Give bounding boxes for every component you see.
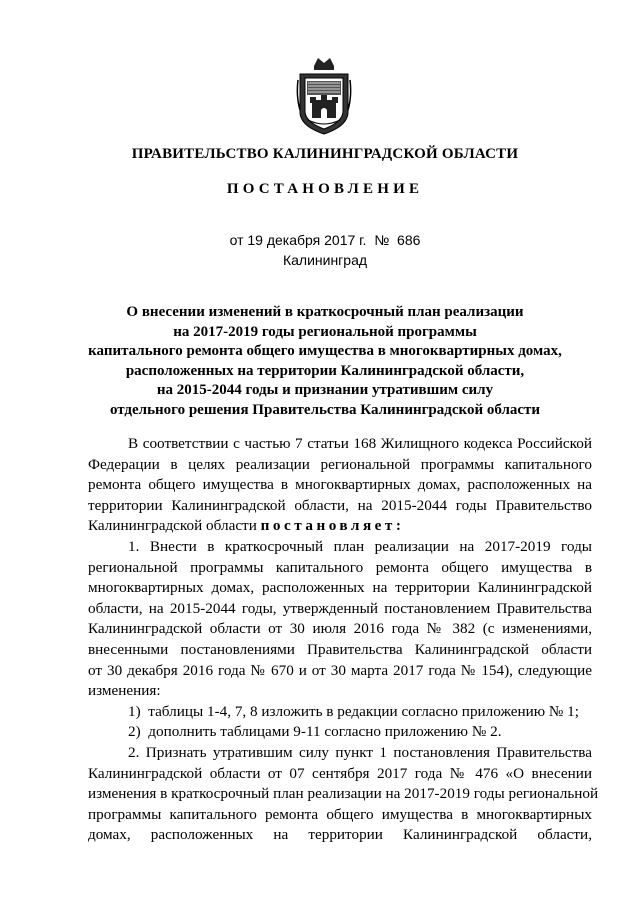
body-line: программы капитального ремонта общего имущества в многоквартирных [88,805,592,823]
body-line [88,516,592,537]
body-line: В соответствии с частью 7 статьи 168 Жилищного кодекса Российской [128,435,592,452]
document-title [60,303,590,420]
document-city: Калининград [282,252,368,268]
body-line: 2) дополнить таблицами 9-11 согласно приложению № 2. [128,723,502,741]
title-line: отдельного решения Правительства Калининградской области [109,401,541,418]
title-line: на 2015-2044 годы и признании утратившим силу [156,382,494,398]
document-date-number: от 19 декабря 2017 г. № 686 [229,232,421,248]
body-line: ремонта общего имущества в многоквартирных домах, расположенных на [88,476,592,494]
title-line: капитального ремонта общего имущества в многоквартирных домах, [88,343,562,359]
body-line: региональной программы капитального ремонта общего имущества в [88,558,592,576]
body-line: территории Калининградской области, на 2015-2044 годы Правительство [88,496,592,514]
title-line: О внесении изменений в краткосрочный план реализации [126,304,524,320]
body-line: внесенными постановлениями Правительства Калининградской области [88,640,592,658]
body-line: Калининградской области от 07 сентября 2017 года № 476 «О внесении [88,764,592,782]
body-line: области, на 2015-2044 годы, утвержденный постановлением Правительства [88,599,592,617]
body-line: Калининградской области от 30 июля 2016 года № 382 (с изменениями, [88,620,592,638]
document-type: ПОСТАНОВЛЕНИЕ [226,181,424,197]
resolves-word: постановляет: [260,517,405,535]
body-line: изменения в краткосрочный план реализации на 2017-2019 годы региональной [88,785,599,803]
body-line: 2. Признать утратившим силу пункт 1 постановления Правительства [128,743,592,761]
government-name: ПРАВИТЕЛЬСТВО КАЛИНИНГРАДСКОЙ ОБЛАСТИ [131,146,519,162]
body-line: домах, расположенных на территории Калининградской области, [88,826,592,844]
body-line: изменения: [88,682,161,700]
body-line: 1. Внести в краткосрочный план реализации на 2017-2019 годы [128,537,592,555]
title-line: на 2017-2019 годы региональной программы [173,323,477,340]
body-line: от 30 декабря 2016 года № 670 и от 30 марта 2017 года № 154), следующие [88,661,592,679]
body-line-text: Калининградской области [88,517,261,535]
document-body [88,434,599,846]
body-line: Федерации в целях реализации региональной программы капитального [88,455,592,473]
title-line: расположенных на территории Калининградской области, [125,362,525,379]
body-line: многоквартирных домах, расположенных на территории Калининградской [88,579,592,597]
coat-of-arms-icon [296,56,352,136]
body-line: 1) таблицы 1-4, 7, 8 изложить в редакции согласно приложению № 1; [128,702,579,720]
